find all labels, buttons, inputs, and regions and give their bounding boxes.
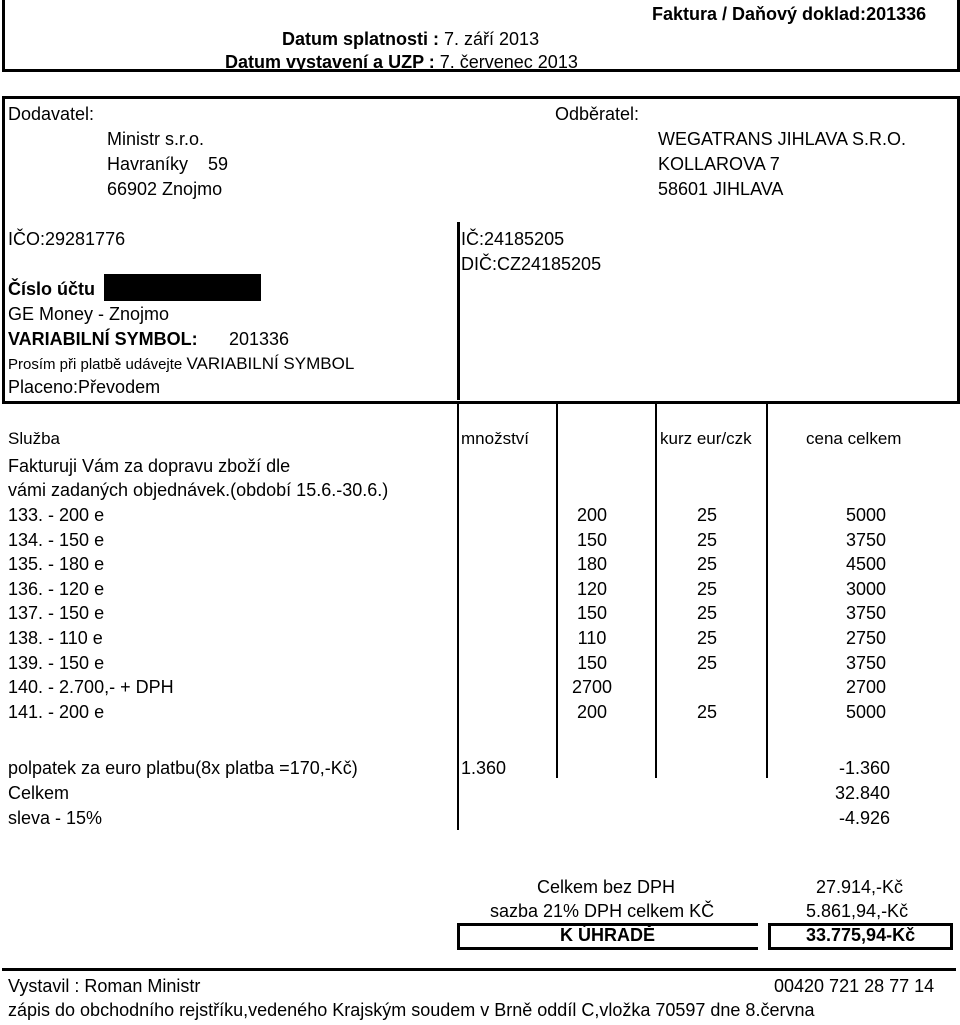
intro-line-1: Fakturuji Vám za dopravu zboží dle [8,456,291,476]
item-rate: 25 [696,530,718,550]
item-total: 3750 [845,530,886,550]
issue-date-value: 7. červenec 2013 [439,52,578,72]
vat-value: 5.861,94,-Kč [806,901,909,921]
item-quantity: 110 [577,628,607,648]
col-header-quantity: množství [461,429,530,448]
variable-symbol-row [8,329,198,350]
item-rate: 25 [696,579,718,599]
item-total: 3750 [845,603,886,623]
item-quantity: 150 [576,530,608,550]
supplier-ico: IČO:29281776 [8,229,126,249]
customer-name: WEGATRANS JIHLAVA S.R.O. [658,129,907,149]
item-total: 3000 [845,579,886,599]
item-rate: 25 [696,603,718,623]
item-total: 2750 [845,628,886,648]
variable-symbol-label: VARIABILNÍ SYMBOL: [8,329,198,349]
payment-note-vs: VARIABILNÍ SYMBOL [186,354,355,373]
customer-label: Odběratel: [555,104,640,124]
item-description: 140. - 2.700,- + DPH [8,677,174,697]
item-quantity: 150 [576,653,608,673]
item-rate: 25 [696,653,718,673]
issued-by: Vystavil : Roman Ministr [8,976,201,996]
item-rate: 25 [696,505,718,525]
account-redaction [104,274,261,301]
item-description: 139. - 150 e [8,653,105,673]
issue-date-row [225,52,578,73]
footer-rule [2,968,956,971]
item-description: 133. - 200 e [8,505,105,525]
due-date-label: Datum splatnosti : [282,29,445,49]
amount-due-label: K ÚHRADĚ [560,925,656,945]
col-header-service: Služba [8,429,60,448]
account-label: Číslo účtu [8,279,96,299]
variable-symbol-value: 201336 [229,329,290,349]
net-total-label: Celkem bez DPH [537,877,676,897]
discount-value: -4.926 [838,808,890,828]
bank-name: GE Money - Znojmo [8,304,170,324]
fee-total: -1.360 [838,758,890,778]
item-description: 141. - 200 e [8,702,105,722]
col-divider-4 [766,404,768,778]
customer-city: 58601 JIHLAVA [658,179,784,199]
due-date-row [282,29,539,50]
item-total: 2700 [845,677,886,697]
item-rate: 25 [696,702,718,722]
amount-due-value: 33.775,94-Kč [806,925,916,945]
invoice-title-label: Faktura / Daňový doklad: [652,4,867,24]
col-header-rate: kurz eur/czk [660,429,752,448]
net-total-value: 27.914,-Kč [816,877,904,897]
supplier-city: 66902 Znojmo [107,179,223,199]
supplier-label: Dodavatel: [8,104,95,124]
item-total: 4500 [845,554,886,574]
supplier-name: Ministr s.r.o. [107,129,205,149]
fee-quantity: 1.360 [461,758,507,778]
item-description: 136. - 120 e [8,579,105,599]
col-divider-5 [457,778,459,830]
invoice-title [652,4,926,25]
item-quantity: 150 [576,603,608,623]
payment-note [8,354,354,374]
item-description: 137. - 150 e [8,603,105,623]
intro-line-2: vámi zadaných objednávek.(období 15.6.-30.6.) [8,480,389,500]
item-quantity: 180 [576,554,608,574]
item-quantity: 200 [576,505,608,525]
item-description: 135. - 180 e [8,554,105,574]
payment-note-text: Prosím při platbě udávejte [8,356,187,373]
sum-label: Celkem [8,783,70,803]
parties-divider [457,222,460,400]
invoice-number: 201336 [866,4,927,24]
item-total: 5000 [845,505,886,525]
item-description: 134. - 150 e [8,530,105,550]
item-quantity: 120 [576,579,608,599]
item-quantity: 200 [576,702,608,722]
fee-description: polpatek za euro platbu(8x platba =170,-Kč) [8,758,358,778]
sum-value: 32.840 [834,783,890,803]
item-rate: 25 [696,628,718,648]
phone-number: 00420 721 28 77 14 [774,976,935,996]
item-description: 138. - 110 e [8,628,103,648]
issue-date-label: Datum vystavení a UZP : [225,52,440,72]
registry-note: zápis do obchodního rejstříku,vedeného Krajským soudem v Brně oddíl C,vložka 70597 dne 8.června [8,1000,815,1020]
col-divider-3 [655,404,657,778]
col-divider-1 [457,404,459,778]
customer-dic: DIČ:CZ24185205 [461,254,602,274]
item-total: 5000 [845,702,886,722]
due-date-value: 7. září 2013 [444,29,540,49]
payment-method: Placeno:Převodem [8,377,161,397]
discount-label: sleva - 15% [8,808,103,828]
item-total: 3750 [845,653,886,673]
customer-street: KOLLAROVA 7 [658,154,780,174]
customer-ic: IČ:24185205 [461,229,565,249]
col-header-total: cena celkem [806,429,902,448]
item-rate: 25 [696,554,718,574]
item-quantity: 2700 [571,677,613,697]
vat-label: sazba 21% DPH celkem KČ [490,901,715,921]
supplier-street: Havraníky 59 [107,154,229,174]
